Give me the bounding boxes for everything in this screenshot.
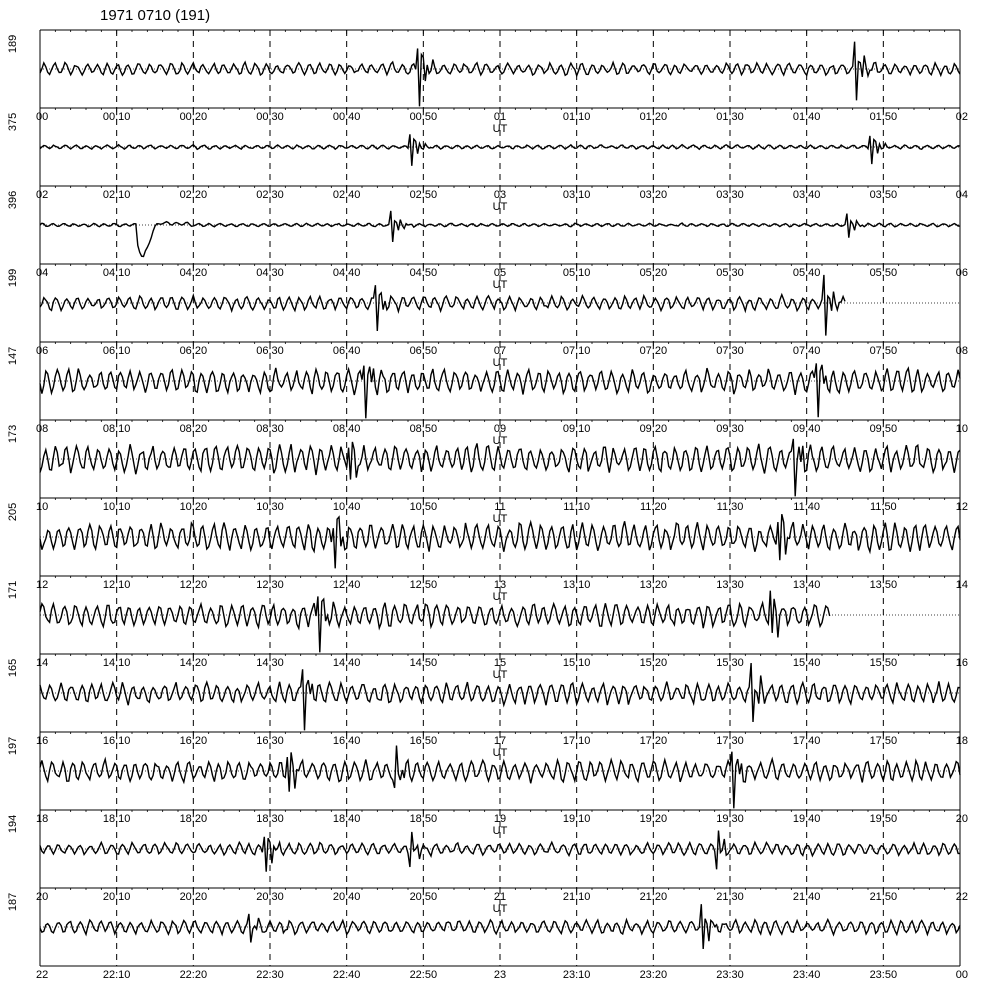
time-tick-label: 03 (493, 189, 507, 201)
ut-marker-label: UT (492, 123, 508, 135)
time-tick-label: 11:30 (716, 501, 744, 513)
time-tick-label: 08 (36, 423, 49, 435)
time-tick-label: 00:40 (332, 111, 361, 123)
time-tick-label: 16 (955, 657, 968, 669)
time-tick-label: 02:30 (256, 189, 284, 201)
panel-9 (7, 654, 968, 759)
time-tick-label: 10:40 (332, 501, 361, 513)
time-tick-label: 09:20 (639, 423, 668, 435)
time-tick-label: 07:50 (869, 345, 898, 357)
panel-11 (7, 810, 968, 915)
time-tick-label: 06:40 (332, 345, 361, 357)
time-tick-label: 07:40 (792, 345, 821, 357)
ut-marker-label: UT (492, 825, 508, 837)
time-tick-label: 02:10 (102, 189, 131, 201)
time-tick-label: 05 (493, 267, 507, 279)
time-tick-label: 03:40 (792, 189, 821, 201)
time-tick-label: 13:50 (869, 579, 898, 591)
time-tick-label: 06:20 (179, 345, 208, 357)
time-tick-label: 23 (493, 969, 507, 981)
time-tick-label: 18 (36, 813, 49, 825)
time-tick-label: 06 (36, 345, 49, 357)
time-tick-label: 20:50 (409, 891, 438, 903)
time-tick-label: 00 (36, 111, 49, 123)
time-tick-label: 16:30 (256, 735, 284, 747)
panels-group (7, 30, 968, 981)
time-tick-label: 05:30 (716, 267, 744, 279)
time-tick-label: 08:20 (179, 423, 208, 435)
ut-marker-label: UT (492, 435, 508, 447)
time-tick-label: 16:40 (332, 735, 361, 747)
panel-4 (7, 264, 968, 369)
panel-8 (7, 576, 968, 681)
time-tick-label: 06:50 (409, 345, 438, 357)
ut-marker-label: UT (492, 591, 508, 603)
time-tick-label: 12:10 (102, 579, 131, 591)
time-tick-label: 06:10 (102, 345, 131, 357)
time-tick-label: 10:30 (256, 501, 284, 513)
time-tick-label: 20:20 (179, 891, 208, 903)
time-tick-label: 02 (955, 111, 968, 123)
time-tick-label: 08:50 (409, 423, 438, 435)
time-tick-label: 21:30 (716, 891, 744, 903)
time-tick-label: 18:10 (102, 813, 131, 825)
time-tick-label: 05:50 (869, 267, 898, 279)
waveform-trace (40, 134, 960, 166)
time-tick-label: 19:10 (562, 813, 591, 825)
time-tick-label: 04:20 (179, 267, 208, 279)
panel-6 (7, 420, 968, 525)
panel-2 (7, 108, 968, 213)
time-tick-label: 11 (494, 501, 506, 513)
time-tick-label: 10:20 (179, 501, 208, 513)
time-tick-label: 03:50 (869, 189, 898, 201)
time-tick-label: 04 (36, 267, 49, 279)
ut-marker-label: UT (492, 513, 508, 525)
time-tick-label: 00:10 (102, 111, 131, 123)
time-tick-label: 12:50 (409, 579, 438, 591)
time-tick-label: 21 (493, 891, 507, 903)
time-tick-label: 17:50 (869, 735, 898, 747)
time-tick-label: 20 (36, 891, 49, 903)
time-tick-label: 09:40 (792, 423, 821, 435)
time-tick-label: 10:50 (409, 501, 438, 513)
time-tick-label: 13:10 (562, 579, 591, 591)
time-tick-label: 18:40 (332, 813, 361, 825)
time-tick-label: 13 (493, 579, 507, 591)
time-tick-label: 09:10 (562, 423, 591, 435)
time-tick-label: 20 (955, 813, 968, 825)
time-tick-label: 22:10 (102, 969, 131, 981)
time-tick-label: 19:20 (639, 813, 668, 825)
time-tick-label: 21:40 (792, 891, 821, 903)
time-tick-label: 23:40 (792, 969, 821, 981)
time-tick-label: 02:50 (409, 189, 438, 201)
time-tick-label: 01 (493, 111, 507, 123)
time-tick-label: 19:50 (869, 813, 898, 825)
time-tick-label: 18 (955, 735, 968, 747)
time-tick-label: 10 (36, 501, 49, 513)
time-tick-label: 14:50 (409, 657, 438, 669)
ut-marker-label: UT (492, 903, 508, 915)
time-tick-label: 17:40 (792, 735, 821, 747)
time-tick-label: 08 (955, 345, 968, 357)
time-tick-label: 11:20 (639, 501, 667, 513)
time-tick-label: 18:30 (256, 813, 284, 825)
time-tick-label: 01:40 (792, 111, 821, 123)
time-tick-label: 15:10 (562, 657, 591, 669)
panel-left-label: 171 (7, 580, 19, 600)
time-tick-label: 15 (493, 657, 507, 669)
waveform-trace (40, 275, 845, 336)
panel-left-label: 396 (7, 190, 19, 210)
time-tick-label: 22 (36, 969, 49, 981)
time-tick-label: 22:40 (332, 969, 361, 981)
waveform-trace (40, 591, 830, 653)
time-tick-label: 23:30 (716, 969, 744, 981)
time-tick-label: 16 (36, 735, 49, 747)
ut-marker-label: UT (492, 357, 508, 369)
time-tick-label: 00 (955, 969, 968, 981)
ut-marker-label: UT (492, 747, 508, 759)
panel-left-label: 375 (7, 112, 19, 132)
time-tick-label: 02:40 (332, 189, 361, 201)
time-tick-label: 11:10 (563, 501, 591, 513)
time-tick-label: 12 (955, 501, 968, 513)
time-tick-label: 22:20 (179, 969, 208, 981)
time-tick-label: 13:20 (639, 579, 668, 591)
time-tick-label: 10 (955, 423, 968, 435)
time-tick-label: 22 (955, 891, 968, 903)
time-tick-label: 17 (493, 735, 507, 747)
time-tick-label: 18:50 (409, 813, 438, 825)
panel-left-label: 147 (7, 346, 19, 366)
time-tick-label: 16:20 (179, 735, 208, 747)
time-tick-label: 05:40 (792, 267, 821, 279)
panel-1 (7, 30, 968, 135)
time-tick-label: 13:40 (792, 579, 821, 591)
time-tick-label: 18:20 (179, 813, 208, 825)
time-tick-label: 09 (493, 423, 507, 435)
panel-left-label: 197 (7, 736, 19, 756)
time-tick-label: 16:10 (102, 735, 131, 747)
time-tick-label: 23:10 (562, 969, 591, 981)
panel-left-label: 189 (7, 34, 19, 54)
time-tick-label: 04:50 (409, 267, 438, 279)
time-tick-label: 08:10 (102, 423, 131, 435)
time-tick-label: 14:20 (179, 657, 208, 669)
time-tick-label: 21:20 (639, 891, 668, 903)
time-tick-label: 08:40 (332, 423, 361, 435)
time-tick-label: 15:20 (639, 657, 668, 669)
time-tick-label: 02:20 (179, 189, 208, 201)
time-tick-label: 20:40 (332, 891, 361, 903)
time-tick-label: 14:40 (332, 657, 361, 669)
time-tick-label: 05:20 (639, 267, 668, 279)
time-tick-label: 21:50 (869, 891, 898, 903)
time-tick-label: 02 (36, 189, 49, 201)
time-tick-label: 16:50 (409, 735, 438, 747)
time-tick-label: 03:30 (716, 189, 744, 201)
time-tick-label: 06 (955, 267, 968, 279)
panel-10 (7, 732, 968, 837)
time-tick-label: 23:50 (869, 969, 898, 981)
time-tick-label: 11:50 (869, 501, 897, 513)
ut-marker-label: UT (492, 669, 508, 681)
time-tick-label: 07:10 (562, 345, 591, 357)
panel-left-label: 194 (7, 814, 19, 834)
time-tick-label: 20:30 (256, 891, 284, 903)
time-tick-label: 12:20 (179, 579, 208, 591)
time-tick-label: 12:30 (256, 579, 284, 591)
time-tick-label: 20:10 (102, 891, 131, 903)
time-tick-label: 01:10 (562, 111, 591, 123)
time-tick-label: 01:50 (869, 111, 898, 123)
time-tick-label: 07 (493, 345, 507, 357)
time-tick-label: 04:30 (256, 267, 284, 279)
chart-title: 1971 0710 (191) (100, 7, 211, 24)
time-tick-label: 12:40 (332, 579, 361, 591)
time-tick-label: 00:20 (179, 111, 208, 123)
time-tick-label: 17:20 (639, 735, 668, 747)
time-tick-label: 11:40 (793, 501, 821, 513)
time-tick-label: 05:10 (562, 267, 591, 279)
time-tick-label: 09:50 (869, 423, 898, 435)
time-tick-label: 00:30 (256, 111, 284, 123)
panel-left-label: 205 (7, 502, 19, 522)
time-tick-label: 04:40 (332, 267, 361, 279)
time-tick-label: 22:30 (256, 969, 284, 981)
time-tick-label: 17:30 (716, 735, 744, 747)
panel-left-label: 173 (7, 424, 19, 444)
time-tick-label: 19 (493, 813, 507, 825)
panel-12 (7, 888, 968, 981)
time-tick-label: 01:20 (639, 111, 668, 123)
panel-7 (7, 498, 968, 603)
time-tick-label: 15:50 (869, 657, 898, 669)
time-tick-label: 09:30 (716, 423, 744, 435)
panel-left-label: 187 (7, 892, 19, 912)
time-tick-label: 07:20 (639, 345, 668, 357)
panel-left-label: 165 (7, 658, 19, 678)
time-tick-label: 08:30 (256, 423, 284, 435)
time-tick-label: 07:30 (716, 345, 744, 357)
time-tick-label: 22:50 (409, 969, 438, 981)
time-tick-label: 00:50 (409, 111, 438, 123)
time-tick-label: 21:10 (562, 891, 591, 903)
time-tick-label: 19:40 (792, 813, 821, 825)
time-tick-label: 01:30 (716, 111, 744, 123)
time-tick-label: 23:20 (639, 969, 668, 981)
panel-5 (7, 342, 968, 447)
panel-left-label: 199 (7, 268, 19, 288)
time-tick-label: 06:30 (256, 345, 284, 357)
time-tick-label: 14:10 (102, 657, 131, 669)
time-tick-label: 15:40 (792, 657, 821, 669)
time-tick-label: 14:30 (256, 657, 284, 669)
time-tick-label: 13:30 (716, 579, 744, 591)
time-tick-label: 14 (955, 579, 968, 591)
time-tick-label: 03:10 (562, 189, 591, 201)
time-tick-label: 04 (955, 189, 968, 201)
time-tick-label: 12 (36, 579, 49, 591)
time-tick-label: 04:10 (102, 267, 131, 279)
time-tick-label: 17:10 (562, 735, 591, 747)
ut-marker-label: UT (492, 279, 508, 291)
time-tick-label: 10:10 (102, 501, 131, 513)
time-tick-label: 19:30 (716, 813, 744, 825)
time-tick-label: 15:30 (716, 657, 744, 669)
ut-marker-label: UT (492, 201, 508, 213)
time-tick-label: 03:20 (639, 189, 668, 201)
time-tick-label: 14 (36, 657, 49, 669)
